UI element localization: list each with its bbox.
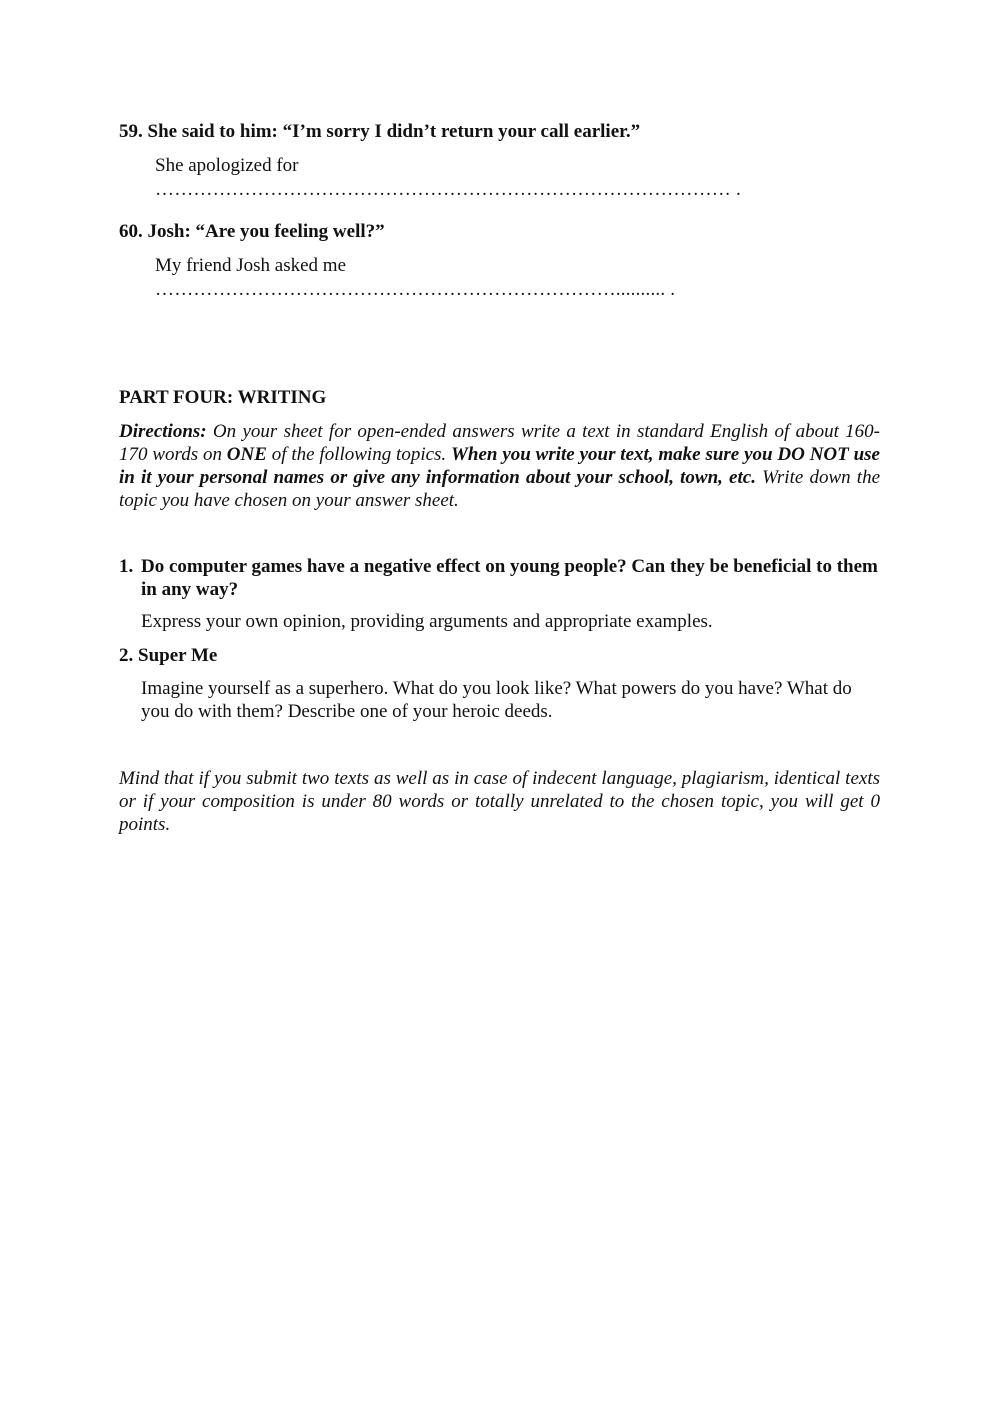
topic-2-description: Imagine yourself as a superhero. What do you look like? What powers do you have? What do you do with them? Describe one of your heroic deeds.	[141, 678, 852, 722]
topic-2-title: 2. Super Me	[119, 645, 218, 666]
directions-paragraph	[119, 420, 880, 512]
directions-text-1: On your sheet for open-ended answers write a text in standard English of about 160-170 words on	[119, 421, 880, 465]
topic-1-text: Do computer games have a negative effect on young people? Can they be beneficial to them in any way?	[141, 556, 878, 600]
topic-1-title	[119, 555, 880, 601]
directions-text-3: Write down the topic you have chosen on your answer sheet.	[119, 467, 880, 511]
directions-warning: When you write your text, make sure you DO NOT use in it your personal names or give any information about your school, town, etc.	[119, 444, 880, 488]
part-four-heading: PART FOUR: WRITING	[119, 387, 327, 408]
q60-stem: My friend Josh asked me	[155, 255, 347, 276]
q60-answer-blank[interactable]: ……………………………………………………………….......... .	[155, 279, 676, 300]
directions-text-2: of the following topics.	[266, 444, 452, 465]
q60-prompt: 60. Josh: “Are you feeling well?”	[119, 221, 385, 242]
q59-prompt: 59. She said to him: “I’m sorry I didn’t return your call earlier.”	[119, 121, 641, 142]
directions-label: Directions:	[119, 421, 207, 442]
topic-1-number: 1.	[119, 556, 134, 577]
q59-stem: She apologized for	[155, 155, 299, 176]
scoring-note: Mind that if you submit two texts as well as in case of indecent language, plagiarism, identical texts or if your composition is under 80 words or totally unrelated to the chosen topic, you will get 0 points.	[119, 768, 880, 835]
topic-1-description: Express your own opinion, providing arguments and appropriate examples.	[141, 611, 713, 632]
q59-answer-blank[interactable]: ……………………………………………………………………………… .	[155, 179, 741, 200]
directions-one: ONE	[226, 444, 267, 465]
